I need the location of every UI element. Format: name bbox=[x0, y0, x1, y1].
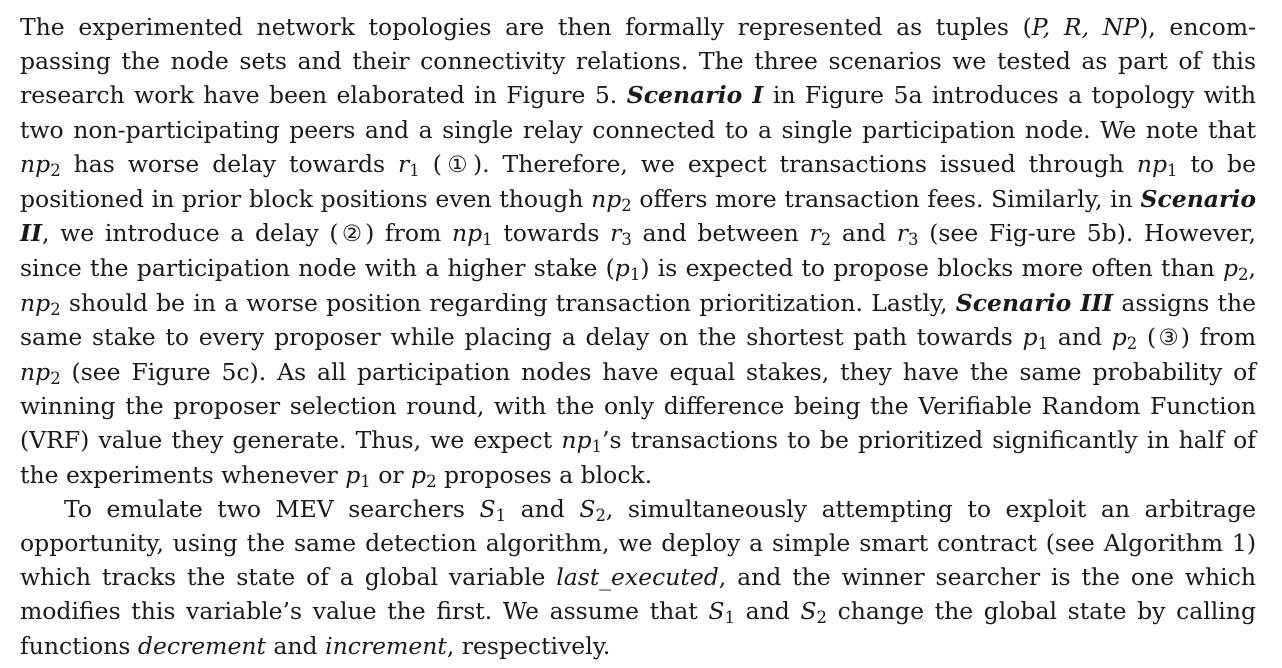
text: towards bbox=[492, 219, 611, 248]
math-sub: 1 bbox=[360, 471, 371, 491]
math-sub: 2 bbox=[820, 230, 832, 250]
text: and bbox=[1048, 322, 1112, 351]
text: and bbox=[734, 597, 801, 626]
text: ), encom-passing the node sets and their connectivity relations. The three scenarios we tested as part of this research work have been elaborated in Figure 5. bbox=[20, 13, 1257, 110]
math-sub: 1 bbox=[591, 437, 602, 457]
math-sub: 2 bbox=[426, 471, 437, 491]
text: , and the winner searcher is the one which modifies this variable’s value the first. We assume that bbox=[20, 563, 1256, 626]
text: and bbox=[265, 631, 326, 660]
math-sub: 1 bbox=[409, 160, 420, 180]
paragraph-topologies: The experimented network topologies are then formally represented as tuples (P, R, NP), encom-passing the node sets and their connectivity relations. The three scenarios we tested as part of this research work have been elaborated in Figure 5. Scenario I in Figure 5a introduces a topology with two non-participating peers and a single relay connected to a single participation node. We note that $np_2$ has worse delay towards $r_1$ (①). Therefore, we expect transactions issued through $np_1$ to be positioned in prior block positions even though $np_2$ offers more transaction fees. Similarly, in Scenario II, we introduce a delay (②) from $np_1$ towards $r_3$ and between $r_2$ and $r_3$ (see Fig-ure 5b). However, since the participation node with a higher stake $(p_1)$ is expected to propose blocks more often than $p_2$, $np_2$ should be in a worse position regarding transaction prioritization. Lastly, Scenario III assigns the same stake to every proposer while placing a delay on the shortest path towards $p_1$ and $p_2$ (③) from $np_2$ (see Figure 5c). As all participation nodes have equal stakes, they have the same probability of winning the proposer selection round, with the only difference being the Verifiable Random Function (VRF) value they generate. Thus, we expect $np_1’s$ transactions to be prioritized significantly in half of the experiments whenever $p_1$ or $p_2$ proposes a block. bbox=[20, 13, 1257, 491]
text: and bbox=[831, 219, 897, 248]
text: and bbox=[506, 494, 580, 523]
circled-1-marker: ① bbox=[441, 151, 473, 178]
math-sub: 1 bbox=[1037, 333, 1049, 353]
math-sub: 2 bbox=[50, 299, 61, 319]
math-S: S bbox=[479, 494, 496, 523]
math-p: p bbox=[411, 460, 427, 489]
text: ( bbox=[1137, 322, 1157, 351]
text: proposes a block. bbox=[436, 460, 653, 489]
text: assigns the same stake to every proposer while placing a delay on the shortest path towards bbox=[20, 288, 1257, 351]
text: , simultaneously attempting to exploit an arbitrage opportunity, using the same detection algorithm, we deploy a simple smart contract (see Algorithm 1) which tracks the state of a global variable bbox=[20, 494, 1256, 592]
math-S: S bbox=[579, 494, 596, 523]
math-tuple: P, R, NP bbox=[1031, 13, 1140, 41]
math-p: p bbox=[1223, 254, 1239, 283]
text: The experimented network topologies are then formally represented as tuples ( bbox=[20, 13, 1032, 41]
text: ) is expected to propose blocks more often than bbox=[640, 254, 1223, 283]
math-np: np bbox=[561, 426, 592, 455]
math-p: p bbox=[614, 254, 630, 283]
math-sub: 2 bbox=[50, 369, 61, 389]
math-np: np bbox=[20, 149, 51, 178]
text: or bbox=[370, 460, 412, 489]
text: ’s transactions to be prioritized significantly in half of the experiments whenever bbox=[20, 426, 1256, 489]
math-np: np bbox=[591, 185, 622, 214]
function-increment: increment bbox=[325, 631, 447, 660]
math-np: np bbox=[451, 219, 483, 248]
math-sub: 1 bbox=[724, 608, 735, 628]
math-sub: 1 bbox=[482, 230, 493, 250]
math-sub: 3 bbox=[908, 230, 919, 250]
text: change the global state by calling functions bbox=[20, 597, 1256, 660]
math-S: S bbox=[800, 597, 817, 626]
text: offers more transaction fees. Similarly, in bbox=[631, 185, 1141, 214]
math-sub: 1 bbox=[1167, 160, 1178, 180]
math-r: r bbox=[896, 219, 909, 248]
math-np: np bbox=[20, 358, 51, 387]
text: , bbox=[1248, 254, 1256, 283]
text: (see Fig-ure 5b). However, since the participation node with a higher stake ( bbox=[20, 219, 1256, 283]
math-sub: 2 bbox=[50, 160, 61, 180]
math-sub: 1 bbox=[495, 505, 507, 525]
text: should be in a worse position regarding transaction prioritization. Lastly, bbox=[60, 288, 956, 317]
math-sub: 1 bbox=[629, 265, 641, 285]
text: ) from bbox=[365, 219, 452, 248]
math-np: np bbox=[1136, 149, 1168, 178]
math-r: r bbox=[809, 219, 821, 248]
text: To emulate two MEV searchers bbox=[64, 494, 480, 523]
math-sub: 2 bbox=[816, 608, 827, 628]
math-sub: 2 bbox=[1238, 265, 1249, 285]
math-r: r bbox=[398, 149, 410, 178]
scenario-3-label: Scenario III bbox=[955, 288, 1114, 317]
math-p: p bbox=[1111, 322, 1127, 351]
text: , respectively. bbox=[446, 631, 611, 660]
scenario-2-label: Scenario II bbox=[20, 185, 1256, 248]
math-r: r bbox=[610, 219, 622, 248]
math-sub: 2 bbox=[595, 505, 606, 525]
function-decrement: decrement bbox=[137, 631, 266, 660]
text: to be positioned in prior block positions even though bbox=[20, 149, 1257, 214]
scenario-1-label: Scenario I bbox=[626, 81, 764, 110]
text: ). Therefore, we expect transactions issued through bbox=[472, 149, 1137, 178]
text: ) from bbox=[1180, 322, 1256, 351]
text: has worse delay towards bbox=[60, 149, 399, 178]
text: in Figure 5a introduces a topology with two non-participating peers and a single relay connected to a single participation node. We note that bbox=[20, 81, 1256, 144]
paper-body bbox=[20, 10, 1256, 663]
paragraph-mev-searchers bbox=[20, 492, 1256, 663]
text: (see Figure 5c). As all participation nodes have equal stakes, they have the same probability of winning the proposer selection round, with the only difference being the Verifiable Random Function (VRF) value they generate. Thus, we expect bbox=[20, 358, 1256, 455]
math-p: p bbox=[1022, 322, 1038, 351]
variable-name: last_executed bbox=[556, 563, 719, 592]
text: and between bbox=[631, 219, 810, 248]
math-sub: 3 bbox=[621, 230, 632, 250]
circled-3-marker: ③ bbox=[1156, 324, 1181, 351]
circled-2-marker: ② bbox=[338, 221, 366, 248]
math-np: np bbox=[20, 288, 51, 317]
text: , we introduce a delay ( bbox=[42, 219, 339, 248]
math-sub: 2 bbox=[621, 196, 632, 216]
math-S: S bbox=[708, 597, 725, 626]
math-sub: 2 bbox=[1126, 333, 1138, 353]
math-p: p bbox=[345, 460, 361, 489]
